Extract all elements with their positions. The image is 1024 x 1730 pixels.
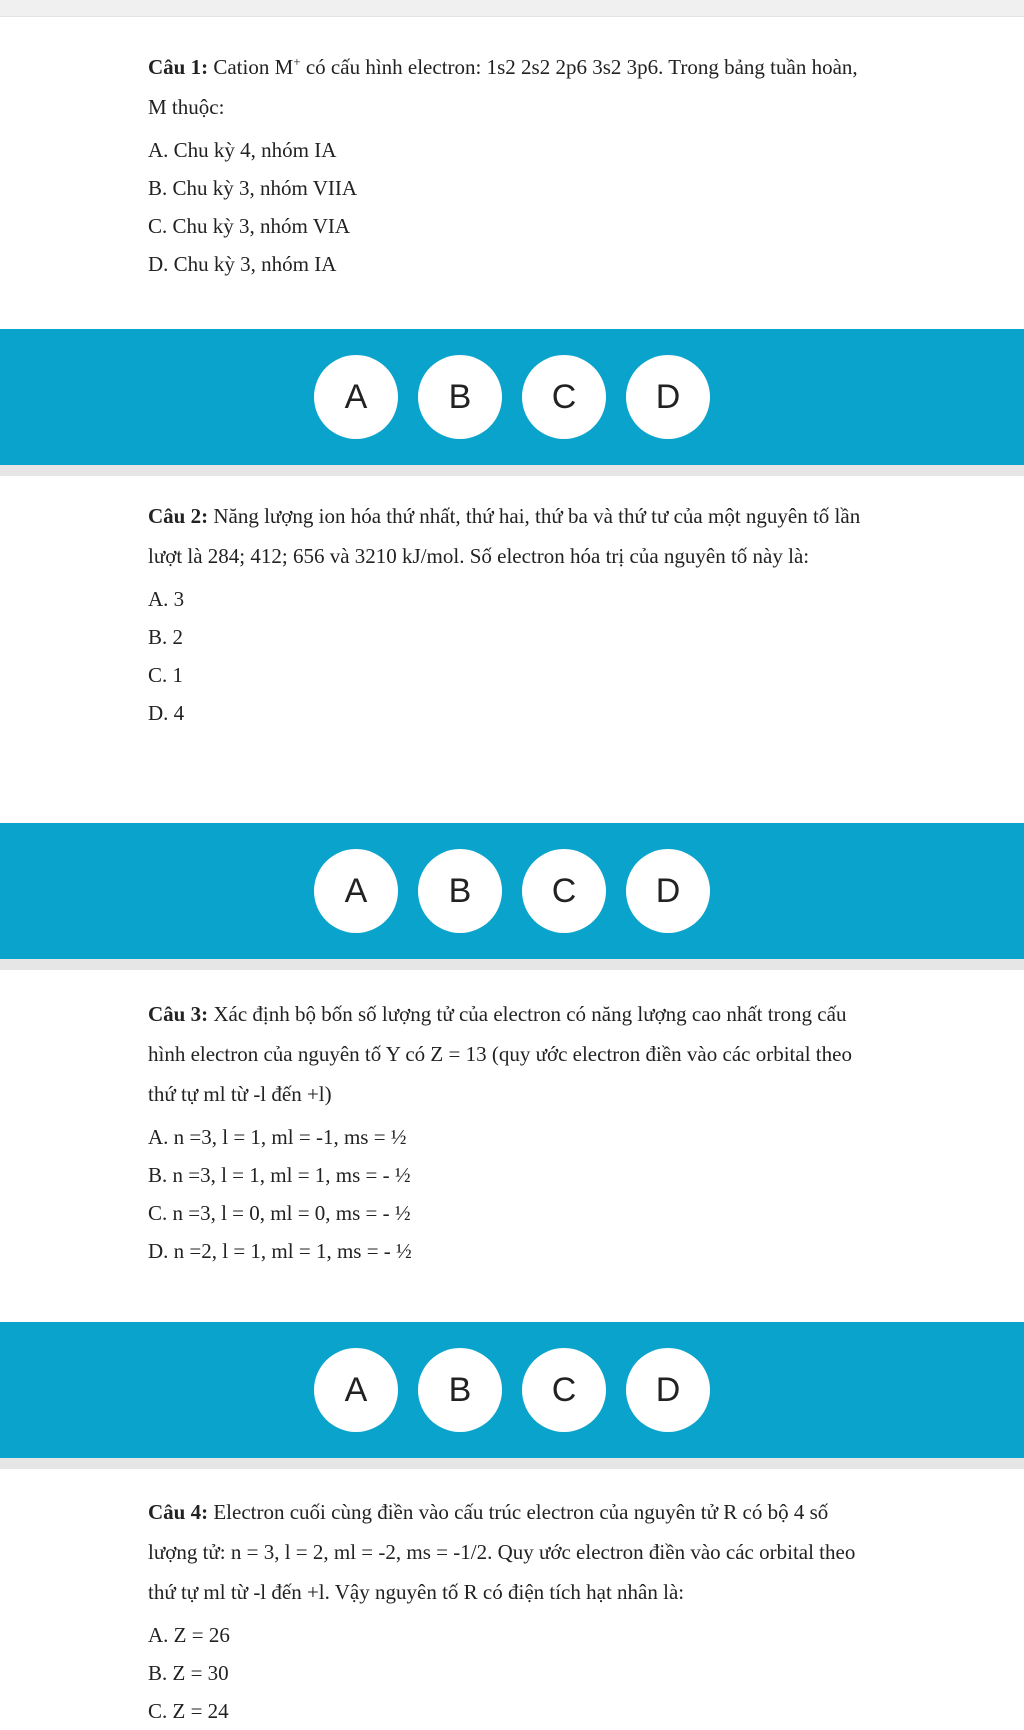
answer-band-3 xyxy=(0,1322,1024,1469)
question-3-label: Câu 3: xyxy=(148,1002,209,1026)
q1-config: 1s2 2s2 2p6 3s2 3p6 xyxy=(486,55,659,79)
q1-option-c: C. Chu kỳ 3, nhóm VIA xyxy=(148,214,351,238)
q2-text: Năng lượng ion hóa thứ nhất, thứ hai, thứ ba và thứ tư của một nguyên tố lần lượt là 284; 412; 656 và 3210 kJ/mol. Số electron hóa trị của nguyên tố này là: xyxy=(148,504,861,568)
question-1-text xyxy=(148,42,874,127)
q2-option-a: A. 3 xyxy=(148,587,185,611)
question-2-text xyxy=(148,496,874,576)
answer-button-b[interactable]: B xyxy=(418,355,502,439)
top-bar xyxy=(0,0,1024,17)
q1-text-a: Cation M xyxy=(208,55,294,79)
question-4-label: Câu 4: xyxy=(148,1500,209,1524)
question-3-text xyxy=(148,994,874,1114)
q1-option-b: B. Chu kỳ 3, nhóm VIIA xyxy=(148,176,358,200)
answer-button-d[interactable]: D xyxy=(626,1348,710,1432)
q3-option-d: D. n =2, l = 1, ml = 1, ms = - ½ xyxy=(148,1239,412,1263)
q2-option-b: B. 2 xyxy=(148,625,184,649)
answer-band-1 xyxy=(0,329,1024,476)
q1-option-d: D. Chu kỳ 3, nhóm IA xyxy=(148,252,337,276)
answer-button-b[interactable]: B xyxy=(418,849,502,933)
question-2-label: Câu 2: xyxy=(148,504,209,528)
q1-text-b: có cấu hình electron: xyxy=(300,55,487,79)
q4-option-a: A. Z = 26 xyxy=(148,1623,230,1647)
q1-sup: + xyxy=(293,54,301,69)
question-4 xyxy=(0,1466,1024,1730)
q1-text-c: . Trong bảng tuần hoàn, M thuộc: xyxy=(148,55,858,119)
answer-button-a[interactable]: A xyxy=(314,355,398,439)
answer-button-d[interactable]: D xyxy=(626,849,710,933)
q4-option-c: C. Z = 24 xyxy=(148,1699,229,1723)
q3-option-b: B. n =3, l = 1, ml = 1, ms = - ½ xyxy=(148,1163,411,1187)
q3-text: Xác định bộ bốn số lượng tử của electron có năng lượng cao nhất trong cấu hình electron của nguyên tố Y có Z = 13 (quy ước electron điền vào các orbital theo thứ tự ml từ -l đến +l) xyxy=(148,1002,852,1106)
q1-option-a: A. Chu kỳ 4, nhóm IA xyxy=(148,138,337,162)
question-3 xyxy=(0,968,1024,1270)
answer-button-a[interactable]: A xyxy=(314,849,398,933)
question-4-text xyxy=(148,1492,874,1612)
q2-option-d: D. 4 xyxy=(148,701,185,725)
q2-option-c: C. 1 xyxy=(148,663,184,687)
answer-button-c[interactable]: C xyxy=(522,1348,606,1432)
answer-button-c[interactable]: C xyxy=(522,849,606,933)
answer-button-d[interactable]: D xyxy=(626,355,710,439)
q3-option-a: A. n =3, l = 1, ml = -1, ms = ½ xyxy=(148,1125,407,1149)
answer-button-a[interactable]: A xyxy=(314,1348,398,1432)
question-1 xyxy=(0,16,1024,283)
question-2 xyxy=(0,470,1024,732)
answer-button-b[interactable]: B xyxy=(418,1348,502,1432)
q4-option-b: B. Z = 30 xyxy=(148,1661,229,1685)
answer-band-2 xyxy=(0,823,1024,970)
q3-option-c: C. n =3, l = 0, ml = 0, ms = - ½ xyxy=(148,1201,411,1225)
answer-button-c[interactable]: C xyxy=(522,355,606,439)
question-1-label: Câu 1: xyxy=(148,55,209,79)
q4-text: Electron cuối cùng điền vào cấu trúc electron của nguyên tử R có bộ 4 số lượng tử: n = 3, l = 2, ml = -2, ms = -1/2. Quy ước electron điền vào các orbital theo thứ tự ml từ -l đến +l. Vậy nguyên tố R có điện tích hạt nhân là: xyxy=(148,1500,856,1604)
